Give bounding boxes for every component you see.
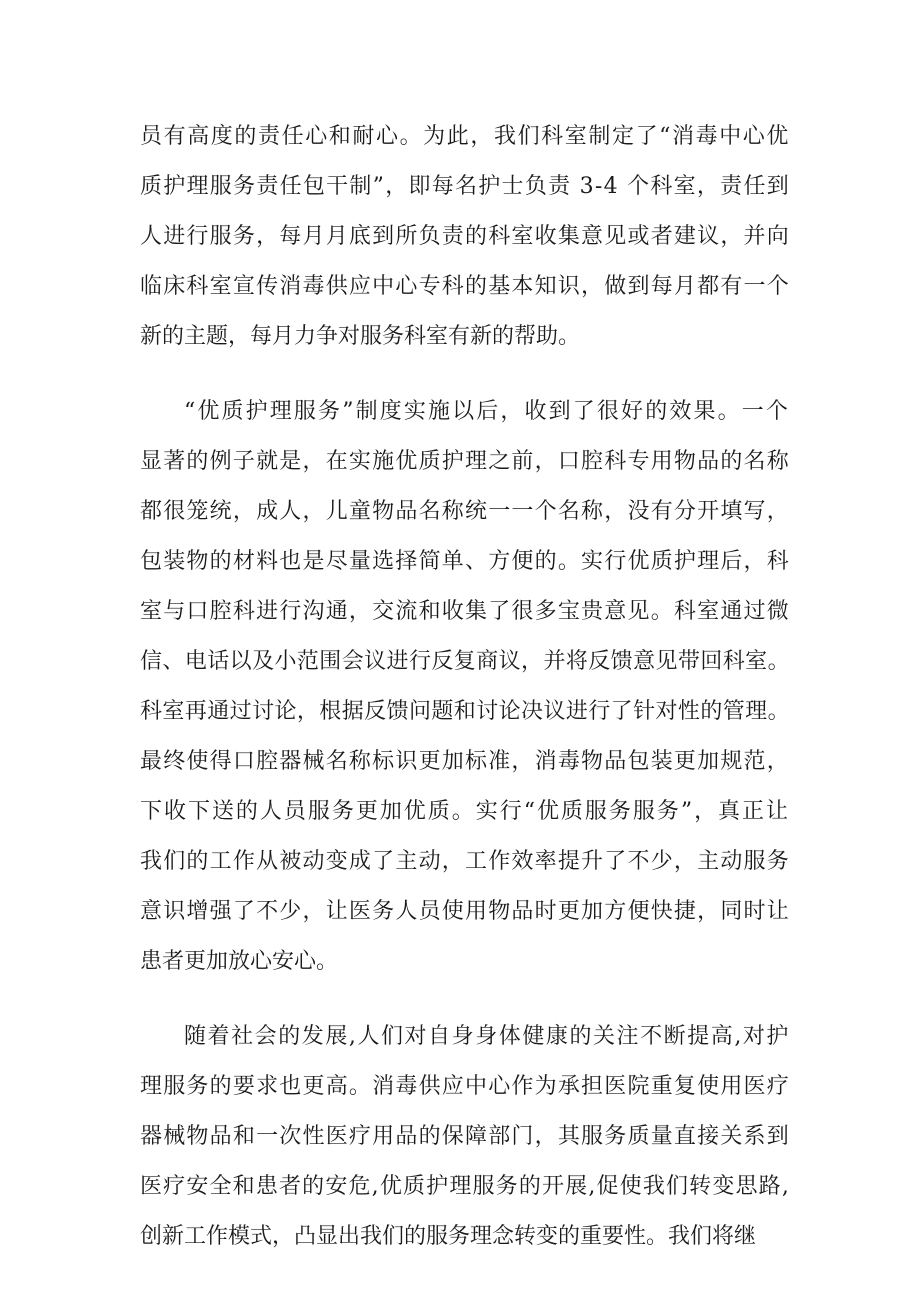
text-line: 临床科室宣传消毒供应中心专科的基本知识，做到每月都有一个 <box>140 274 790 299</box>
text-line: 医疗安全和患者的安危,优质护理服务的开展,促使我们转变思路, <box>140 1174 790 1199</box>
text-line: 意识增强了不少，让医务人员使用物品时更加方便快捷，同时让 <box>140 899 790 924</box>
text-line: 下收下送的人员服务更加优质。实行“优质服务服务”，真正让 <box>140 799 790 824</box>
text-line: 随着社会的发展,人们对自身身体健康的关注不断提高,对护 <box>184 1024 790 1049</box>
text-line: 信、电话以及小范围会议进行反复商议，并将反馈意见带回科室。 <box>140 649 790 674</box>
text-line: 显著的例子就是，在实施优质护理之前，口腔科专用物品的名称 <box>140 449 790 474</box>
text-line: 都很笼统，成人，儿童物品名称统一一个名称，没有分开填写， <box>140 499 790 524</box>
text-line: 包装物的材料也是尽量选择简单、方便的。实行优质护理后，科 <box>140 549 790 574</box>
text-line: 室与口腔科进行沟通，交流和收集了很多宝贵意见。科室通过微 <box>140 599 790 624</box>
text-line: 患者更加放心安心。 <box>140 949 339 974</box>
body-text <box>140 112 800 1262</box>
paragraph-gap <box>140 987 800 1012</box>
text-line: 我们的工作从被动变成了主动，工作效率提升了不少，主动服务 <box>140 849 790 874</box>
text-line: 人进行服务，每月月底到所负责的科室收集意见或者建议，并向 <box>140 224 790 249</box>
text-line: 员有高度的责任心和耐心。为此，我们科室制定了“消毒中心优 <box>140 124 790 149</box>
text-line: “优质护理服务”制度实施以后，收到了很好的效果。一个 <box>184 399 790 424</box>
paragraph <box>140 387 800 987</box>
paragraph <box>140 1012 800 1262</box>
text-line: 质护理服务责任包干制”，即每名护士负责 3-4 个科室，责任到 <box>140 174 790 199</box>
text-line: 新的主题，每月力争对服务科室有新的帮助。 <box>140 324 581 349</box>
paragraph <box>140 112 800 362</box>
text-line: 最终使得口腔器械名称标识更加标准，消毒物品包装更加规范， <box>140 749 790 774</box>
text-line: 科室再通过讨论，根据反馈问题和讨论决议进行了针对性的管理。 <box>140 699 790 724</box>
text-line: 创新工作模式，凸显出我们的服务理念转变的重要性。我们将继 <box>140 1224 757 1249</box>
text-line: 理服务的要求也更高。消毒供应中心作为承担医院重复使用医疗 <box>140 1074 790 1099</box>
paragraph-gap <box>140 362 800 387</box>
text-line: 器械物品和一次性医疗用品的保障部门，其服务质量直接关系到 <box>140 1124 790 1149</box>
